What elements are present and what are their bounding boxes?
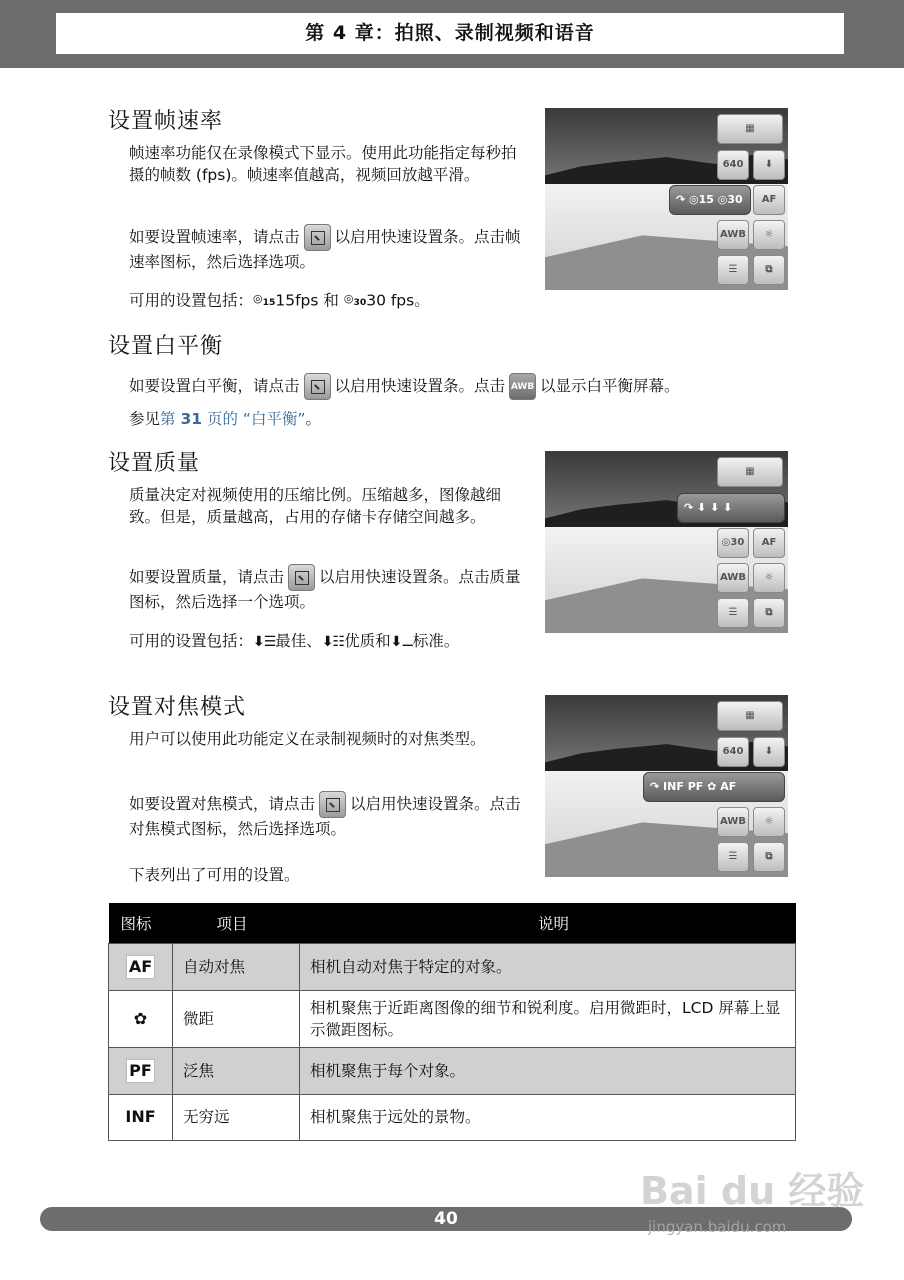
quality-best-label: 最佳、 (275, 632, 322, 650)
quality-options-label: 可用的设置包括： (129, 632, 254, 650)
quality-button: ⬇ (753, 737, 785, 767)
awb-button: AWB (717, 220, 749, 250)
fps-description: 帧速率功能仅在录像模式下显示。使用此功能指定每秒拍摄的帧数 (fps)。帧速率值越高，视频回放越平滑。 (129, 144, 517, 184)
row-item: 自动对焦 (173, 943, 300, 990)
fps-quick-bar: ↷ ◎15 ◎30 (669, 185, 751, 215)
pf-icon: PF (109, 1047, 173, 1094)
watermark (640, 1140, 870, 1250)
fps-instr-b: 以启用快速设置条。点击帧速率图标，然后选择选项。 (129, 228, 521, 271)
row-item: 微距 (173, 990, 300, 1047)
quick-setting-icon (304, 373, 331, 400)
table-header-row (109, 903, 796, 943)
inf-icon: INF (109, 1094, 173, 1140)
menu-icon: ☰ (717, 842, 749, 872)
scene-icon: ☼ (753, 563, 785, 593)
quality-fine-icon: ⬇☷ (321, 633, 345, 650)
quality-options (129, 630, 521, 653)
menu-icon: ☰ (717, 598, 749, 628)
header-item: 项目 (173, 903, 300, 943)
quality-description: 质量决定对视频使用的压缩比例。压缩越多，图像越细致。但是，质量越高，占用的存储卡存储空间越多。 (129, 486, 502, 526)
section-title-focus: 设置对焦模式 (108, 695, 247, 720)
page-number: 40 (434, 1209, 458, 1229)
section-title-quality: 设置质量 (108, 451, 201, 476)
fps-instr-a: 如要设置帧速率，请点击 (129, 228, 300, 246)
quick-setting-icon (319, 791, 346, 818)
awb-button: AWB (717, 563, 749, 593)
quality-instr-b: 以启用快速设置条。点击质量图标，然后选择一个选项。 (129, 568, 521, 611)
wb-ref-label: 参见 (129, 410, 161, 428)
af-icon: AF (109, 943, 173, 990)
quality-standard-icon: ⬇⚊ (390, 633, 413, 650)
movie-mode-icon: ▦ (717, 114, 783, 144)
row-desc: 相机聚焦于近距离图像的细节和锐利度。启用微距时，LCD 屏幕上显示微距图标。 (300, 990, 796, 1047)
wb-instr-c: 以显示白平衡屏幕。 (540, 377, 680, 395)
focus-quick-bar: ↷ INF PF ✿ AF (643, 772, 785, 802)
awb-icon: AWB (509, 373, 536, 400)
row-item: 泛焦 (173, 1047, 300, 1094)
af-button: AF (753, 528, 785, 558)
row-desc: 相机聚焦于每个对象。 (300, 1047, 796, 1094)
focus-instructions (129, 791, 521, 840)
quality-quick-bar: ↷ ⬇ ⬇ ⬇ (677, 493, 785, 523)
resolution-button: 640 (717, 150, 749, 180)
focus-description: 用户可以使用此功能定义在录制视频时的对焦类型。 (129, 730, 486, 748)
fps15-icon: $◎_{15}$ (253, 292, 276, 309)
header-desc: 说明 (300, 903, 796, 943)
fps30-label: 30 fps。 (366, 291, 430, 310)
table-row (109, 943, 796, 990)
movie-mode-icon: ▦ (717, 701, 783, 731)
wb-instr-a: 如要设置白平衡，请点击 (129, 377, 300, 395)
quick-setting-icon: ⧉ (753, 598, 785, 628)
quick-setting-icon: ⧉ (753, 255, 785, 285)
screen-focus (545, 695, 788, 877)
scene-icon: ☼ (753, 807, 785, 837)
quality-best-icon: ⬇☰ (253, 633, 276, 650)
wb-ref-end: 。 (305, 410, 321, 428)
header-band (0, 0, 904, 68)
quick-setting-icon: ⧉ (753, 842, 785, 872)
screen-fps (545, 108, 788, 290)
quality-instr-a: 如要设置质量，请点击 (129, 568, 285, 586)
row-item: 无穷远 (173, 1094, 300, 1140)
chapter-title: 第 4 章：拍照、录制视频和语音 (56, 13, 844, 54)
wb-reference (129, 408, 829, 430)
row-desc: 相机聚焦于远处的景物。 (300, 1094, 796, 1140)
macro-icon: ✿ (109, 990, 173, 1047)
fps-button: ◎30 (717, 528, 749, 558)
fps-options (129, 288, 521, 314)
watermark-url: jingyan.baidu.com (648, 1218, 787, 1236)
focus-table-intro: 下表列出了可用的设置。 (129, 866, 300, 884)
fps15-label: 15fps 和 (275, 291, 339, 310)
scene-icon: ☼ (753, 220, 785, 250)
table-row (109, 1047, 796, 1094)
wb-instr-b: 以启用快速设置条。点击 (334, 377, 506, 395)
quick-setting-icon (304, 224, 331, 251)
focus-instr-a: 如要设置对焦模式，请点击 (129, 795, 316, 813)
fps-instructions (129, 224, 521, 273)
screen-quality (545, 451, 788, 633)
focus-instr-b: 以启用快速设置条。点击对焦模式图标，然后选择选项。 (129, 795, 521, 838)
quality-button: ⬇ (753, 150, 785, 180)
wb-instructions (129, 373, 829, 400)
quality-instructions (129, 564, 521, 613)
quality-fine-label: 优质和 (344, 632, 391, 650)
table-row (109, 1094, 796, 1140)
quick-setting-icon (288, 564, 315, 591)
section-title-wb: 设置白平衡 (108, 334, 224, 359)
awb-button: AWB (717, 807, 749, 837)
resolution-button: 640 (717, 737, 749, 767)
header-icon: 图标 (109, 903, 173, 943)
af-button: AF (753, 185, 785, 215)
movie-mode-icon: ▦ (717, 457, 783, 487)
quality-standard-label: 标准。 (412, 632, 460, 650)
fps-options-label: 可用的设置包括： (129, 291, 254, 310)
focus-mode-table (108, 903, 796, 1141)
menu-icon: ☰ (717, 255, 749, 285)
watermark-brand: Bai du 经验 (640, 1169, 865, 1213)
section-title-fps: 设置帧速率 (108, 109, 224, 134)
table-row (109, 990, 796, 1047)
row-desc: 相机自动对焦于特定的对象。 (300, 943, 796, 990)
fps30-icon: $◎_{30}$ (343, 292, 367, 309)
wb-page-link[interactable]: 第 31 页的 “白平衡” (160, 410, 306, 428)
